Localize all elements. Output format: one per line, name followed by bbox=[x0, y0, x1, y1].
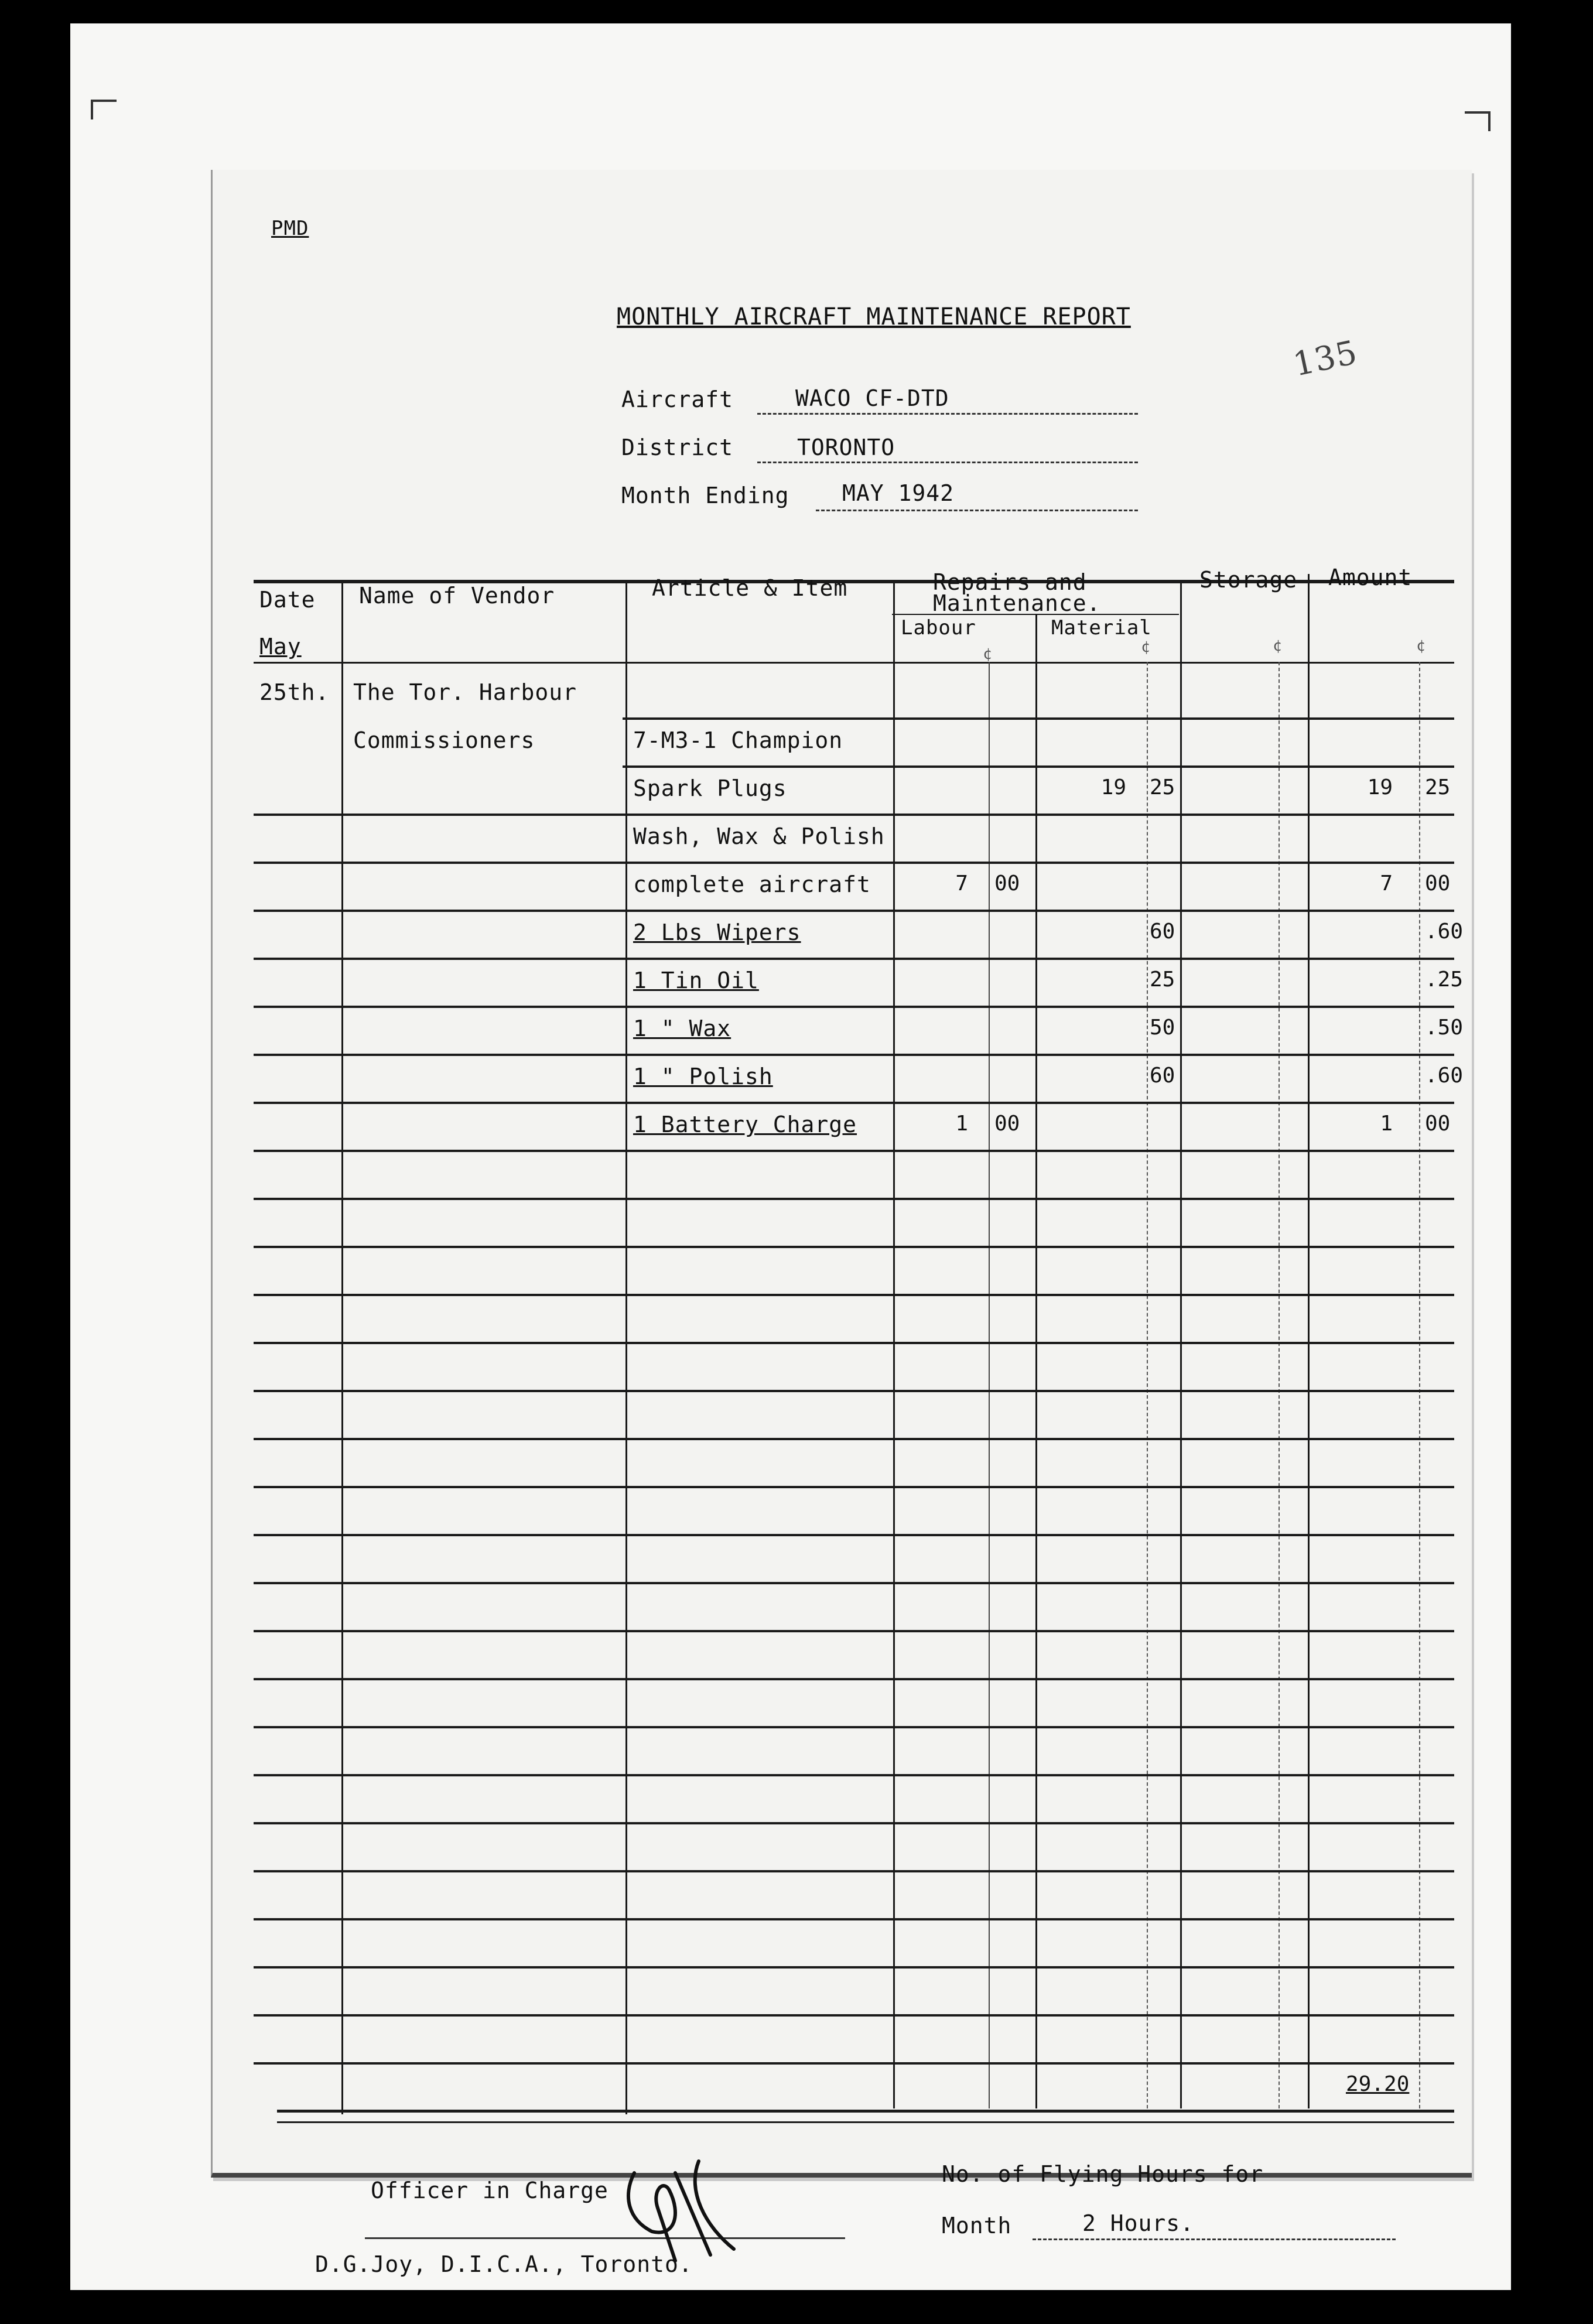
cell-amount-cents: .25 bbox=[1425, 968, 1464, 992]
cell-article: 1 Battery Charge bbox=[633, 1112, 857, 1137]
row-rule bbox=[254, 1726, 1454, 1728]
row-rule bbox=[254, 1918, 1454, 1920]
col-rule-material bbox=[1180, 580, 1182, 2108]
row-rule bbox=[254, 814, 1454, 816]
row-rule bbox=[254, 1102, 1454, 1104]
cell-article: 1 " Polish bbox=[633, 1064, 773, 1089]
header-vendor: Name of Vendor bbox=[359, 583, 555, 609]
header-material: Material bbox=[1051, 616, 1152, 640]
cell-amount-dollars: 7 bbox=[1380, 872, 1393, 896]
row-rule bbox=[254, 1246, 1454, 1248]
cell-material-cents: 25 bbox=[1150, 968, 1175, 992]
col-rule-article bbox=[893, 580, 895, 2108]
row-rule bbox=[254, 1150, 1454, 1152]
cell-amount-dollars: 1 bbox=[1380, 1112, 1393, 1136]
cell-amount-cents: 00 bbox=[1425, 872, 1451, 896]
col-rule-amount-cents bbox=[1419, 662, 1420, 2108]
aircraft-label: Aircraft bbox=[621, 387, 734, 412]
cell-material-dollars: 19 bbox=[1100, 775, 1126, 799]
table-bottom-rule bbox=[277, 2110, 1454, 2113]
col-rule-date bbox=[341, 580, 343, 2114]
report-form bbox=[211, 170, 1472, 2277]
cell-article: 7-M3-1 Champion bbox=[633, 727, 843, 753]
col-rule-labour-cents bbox=[989, 662, 990, 2108]
row-rule bbox=[254, 1294, 1454, 1296]
col-rule-storage bbox=[1308, 574, 1310, 2108]
cell-amount-dollars: 19 bbox=[1367, 775, 1393, 799]
officer-signature-line bbox=[365, 2237, 845, 2239]
margin-note: 135 bbox=[1290, 333, 1361, 384]
cell-article: 1 " Wax bbox=[633, 1016, 731, 1041]
cell-amount-cents: 00 bbox=[1425, 1112, 1451, 1136]
row-rule bbox=[623, 717, 1454, 720]
cell-labour-cents: 00 bbox=[994, 1112, 1020, 1136]
row-rule bbox=[254, 2014, 1454, 2017]
flying-hours-label-1: No. of Flying Hours for bbox=[942, 2161, 1264, 2187]
crop-mark-top-left bbox=[91, 100, 117, 119]
header-storage: Storage bbox=[1199, 567, 1298, 593]
cell-article: complete aircraft bbox=[633, 872, 871, 897]
header-bottom-rule bbox=[254, 662, 1454, 664]
row-rule bbox=[254, 1438, 1454, 1440]
row-rule bbox=[254, 958, 1454, 960]
cents-mark-labour: ¢ bbox=[983, 645, 992, 663]
row-rule bbox=[254, 1678, 1454, 1680]
row-rule bbox=[254, 1006, 1454, 1008]
cents-mark-storage: ¢ bbox=[1273, 637, 1282, 655]
row-rule bbox=[254, 1630, 1454, 1632]
row-rule bbox=[254, 2062, 1454, 2065]
row-rule bbox=[254, 1534, 1454, 1536]
header-repairs-line1: Repairs and bbox=[933, 569, 1087, 595]
officer-label: Officer in Charge bbox=[371, 2178, 609, 2203]
district-underline bbox=[757, 462, 1138, 463]
aircraft-value: WACO CF-DTD bbox=[795, 385, 949, 411]
flying-hours-underline bbox=[1033, 2238, 1396, 2240]
col-rule-labour bbox=[1035, 615, 1037, 2108]
crop-mark-top-right bbox=[1465, 111, 1491, 131]
row-rule bbox=[254, 1966, 1454, 1968]
col-rule-storage-cents bbox=[1278, 662, 1280, 2108]
row-rule bbox=[254, 1342, 1454, 1344]
header-article: Article & Item bbox=[652, 575, 848, 601]
row-rule bbox=[254, 1774, 1454, 1776]
header-repairs-line2: Maintenance. bbox=[933, 590, 1101, 616]
district-label: District bbox=[621, 435, 734, 460]
row-rule bbox=[254, 862, 1454, 864]
flying-hours-label-2: Month bbox=[942, 2213, 1012, 2238]
row-rule bbox=[254, 1198, 1454, 1200]
row-rule bbox=[254, 1582, 1454, 1584]
table-bottom-rule-2 bbox=[277, 2121, 1454, 2123]
cell-article: Spark Plugs bbox=[633, 775, 787, 801]
cell-material-cents: 25 bbox=[1150, 775, 1175, 799]
header-amount: Amount bbox=[1328, 565, 1413, 590]
col-rule-vendor bbox=[625, 580, 627, 2114]
row-rule bbox=[254, 1822, 1454, 1824]
month-label: Month Ending bbox=[621, 483, 789, 508]
row-rule bbox=[254, 1486, 1454, 1488]
month-value: MAY 1942 bbox=[842, 480, 955, 506]
cell-labour-cents: 00 bbox=[994, 872, 1020, 896]
cell-labour-dollars: 1 bbox=[955, 1112, 968, 1136]
row-rule bbox=[254, 1390, 1454, 1392]
cell-article: 2 Lbs Wipers bbox=[633, 920, 801, 945]
flying-hours-value: 2 Hours. bbox=[1082, 2210, 1195, 2236]
cell-material-cents: 60 bbox=[1150, 1064, 1175, 1088]
cell-article: Wash, Wax & Polish bbox=[633, 823, 885, 849]
cell-vendor: Commissioners bbox=[353, 727, 535, 753]
officer-signature bbox=[611, 2138, 746, 2272]
row-rule bbox=[254, 1870, 1454, 1872]
form-title: MONTHLY AIRCRAFT MAINTENANCE REPORT bbox=[617, 303, 1131, 330]
col-rule-material-cents bbox=[1147, 662, 1148, 2108]
cents-mark-material: ¢ bbox=[1141, 638, 1150, 656]
header-labour: Labour bbox=[901, 616, 976, 640]
cell-amount-cents: 25 bbox=[1425, 775, 1451, 799]
cell-article: 1 Tin Oil bbox=[633, 968, 759, 993]
header-date: Date bbox=[259, 587, 316, 613]
row-rule bbox=[254, 1054, 1454, 1056]
cell-vendor: The Tor. Harbour bbox=[353, 679, 577, 705]
officer-name: D.G.Joy, D.I.C.A., Toronto. bbox=[315, 2251, 693, 2277]
pmd-stamp: PMD bbox=[271, 217, 309, 240]
cell-labour-dollars: 7 bbox=[955, 872, 968, 896]
cell-date: 25th. bbox=[259, 679, 330, 705]
cell-material-cents: 50 bbox=[1150, 1016, 1175, 1040]
header-date-month: May bbox=[259, 634, 302, 659]
total-amount: 29.20 bbox=[1346, 2072, 1410, 2096]
aircraft-underline bbox=[757, 413, 1138, 415]
month-underline bbox=[816, 510, 1138, 511]
cell-amount-cents: .60 bbox=[1425, 1064, 1464, 1088]
cell-material-cents: 60 bbox=[1150, 920, 1175, 944]
cents-mark-amount: ¢ bbox=[1416, 637, 1426, 655]
district-value: TORONTO bbox=[797, 435, 895, 460]
cell-amount-cents: .50 bbox=[1425, 1016, 1464, 1040]
row-rule bbox=[623, 765, 1454, 768]
cell-amount-cents: .60 bbox=[1425, 920, 1464, 944]
row-rule bbox=[254, 910, 1454, 912]
